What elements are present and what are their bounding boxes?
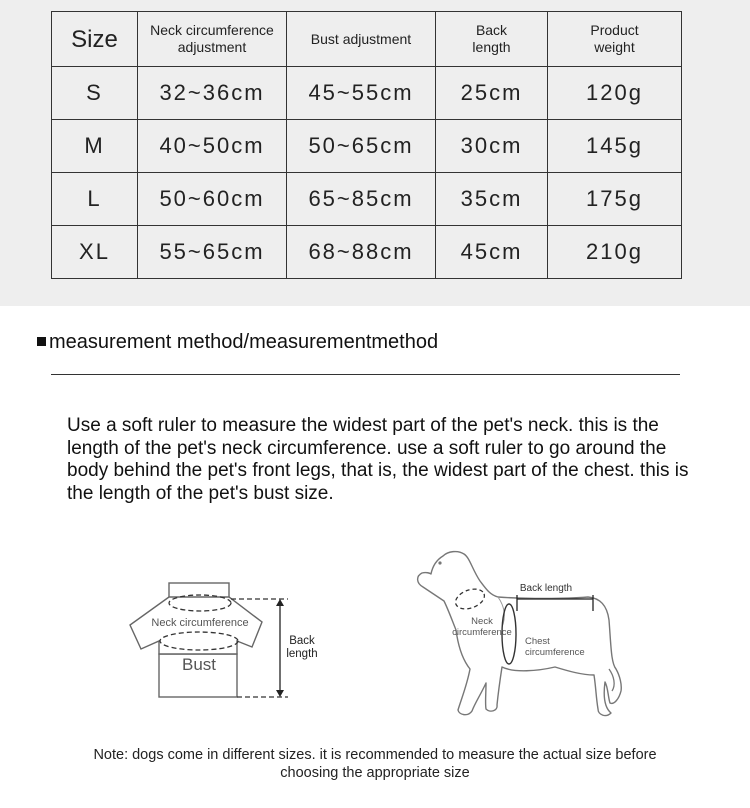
table-row <box>52 67 682 120</box>
size-cell: S <box>52 67 138 120</box>
neck-cell: 50~60cm <box>138 173 287 226</box>
header-neck-circumference: Neck circumference adjustment <box>138 12 287 67</box>
garment-diagram <box>120 575 330 705</box>
dog-chest-label-top: Chest <box>525 636 550 647</box>
bust-cell: 68~88cm <box>287 226 436 279</box>
weight-cell: 145g <box>548 120 682 173</box>
dog-neck-label-top: Neck <box>471 616 493 627</box>
neck-cell: 40~50cm <box>138 120 287 173</box>
back-length-label-top: Back <box>289 635 315 647</box>
dog-back-length-label: Back length <box>519 583 573 594</box>
header-back-length: Back length <box>436 12 548 67</box>
size-chart-table <box>51 11 682 279</box>
back-cell: 25cm <box>436 67 548 120</box>
dog-diagram <box>410 545 650 725</box>
dog-neck-label-bottom: circumference <box>452 627 512 638</box>
size-cell: L <box>52 173 138 226</box>
square-bullet-icon <box>37 337 46 346</box>
sizing-note: Note: dogs come in different sizes. it is recommended to measure the actual size before choosing the appropriate size <box>93 747 657 781</box>
dog-eye <box>438 561 441 564</box>
weight-cell: 120g <box>548 67 682 120</box>
neck-cell: 32~36cm <box>138 67 287 120</box>
size-cell: XL <box>52 226 138 279</box>
bust-cell: 45~55cm <box>287 67 436 120</box>
dog-silhouette <box>418 552 622 716</box>
section-title <box>37 331 438 354</box>
size-cell: M <box>52 120 138 173</box>
back-cell: 45cm <box>436 226 548 279</box>
back-length-label-bottom: length <box>286 648 318 660</box>
weight-cell: 175g <box>548 173 682 226</box>
bust-cell: 50~65cm <box>287 120 436 173</box>
weight-cell: 210g <box>548 226 682 279</box>
section-title-text: measurement method/measurementmethod <box>49 331 439 353</box>
header-bust-adjustment: Bust adjustment <box>287 12 436 67</box>
table-row <box>52 120 682 173</box>
neck-cell: 55~65cm <box>138 226 287 279</box>
back-cell: 35cm <box>436 173 548 226</box>
table-header-row <box>52 12 682 67</box>
bust-label: Bust <box>181 655 217 674</box>
header-size: Size <box>52 12 138 67</box>
table-row <box>52 226 682 279</box>
neck-label: Neck circumference <box>151 617 249 629</box>
header-product-weight: Product weight <box>548 12 682 67</box>
table-row <box>52 173 682 226</box>
dog-chest-label-bottom: circumference <box>525 647 585 658</box>
divider <box>51 374 680 375</box>
bust-cell: 65~85cm <box>287 173 436 226</box>
measurement-instructions: Use a soft ruler to measure the widest part of the pet's neck. this is the length of the pet's neck circumference. use a soft ruler to go around the body behind the pet's front legs, that is, the widest part of the chest. this is the length of the pet's bust size. <box>67 415 689 504</box>
back-cell: 30cm <box>436 120 548 173</box>
